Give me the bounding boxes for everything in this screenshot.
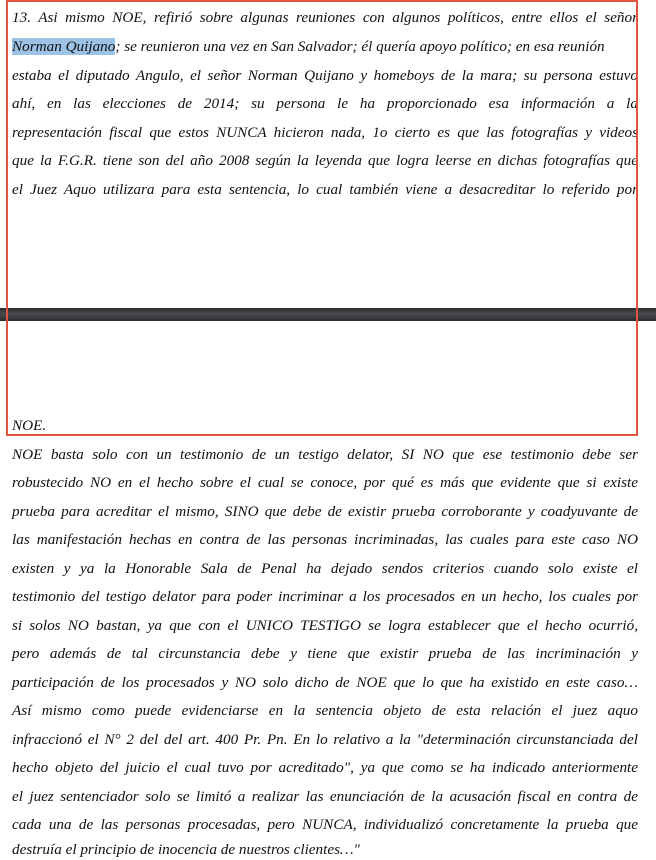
paragraph-line: si solos NO bastan, ya que con el UNICO TESTIGO se logra establecer que el hecho ocurrió, <box>12 617 638 634</box>
line-rest: ; se reunieron una vez en San Salvador; él quería apoyo político; en esa reunión <box>115 38 605 55</box>
paragraph-line: hecho objeto del juicio el cual tuvo por acreditado", ya que como se ha indicado anteriormente <box>12 759 638 776</box>
paragraph-line: destruía el principio de inocencia de nuestros clientes…" <box>12 841 360 858</box>
paragraph-line: participación de los procesados y NO solo dicho de NOE que lo que ha existido en este caso… <box>12 674 638 691</box>
paragraph-line: pero además de tal circunstancia debe y tiene que existir prueba de las incriminación y <box>12 645 638 662</box>
paragraph-line: NOE basta solo con un testimonio de un testigo delator, SI NO que ese testimonio debe ser <box>12 446 638 463</box>
paragraph-line: cada una de las personas procesadas, pero NUNCA, individualizó concretamente la prueba que <box>12 816 638 833</box>
paragraph-line: robustecido NO en el hecho sobre el cual se conoce, por qué es más que evidente que si existe <box>12 474 638 491</box>
page-separator <box>0 308 656 321</box>
paragraph-line <box>12 38 605 56</box>
paragraph-line: las manifestación hechas en contra de las personas incriminadas, las cuales para este caso NO <box>12 531 638 548</box>
paragraph-line: representación fiscal que estos NUNCA hicieron nada, 1o cierto es que las fotografías y videos <box>12 124 638 141</box>
highlighted-text[interactable]: Norman Quijano <box>12 38 116 55</box>
paragraph-line: el Juez Aquo utilizara para esta sentencia, lo cual también viene a desacreditar lo referido por <box>12 181 638 198</box>
paragraph-line: Así mismo como puede evidenciarse en la sentencia objeto de esta relación el juez aquo <box>12 702 638 719</box>
paragraph-line: infraccionó el N° 2 del del art. 400 Pr. Pn. En lo relativo a la "determinación circunstanciada del <box>12 731 638 748</box>
paragraph-line: 13. Asi mismo NOE, refirió sobre algunas reuniones con algunos políticos, entre ellos el señor <box>12 9 638 26</box>
paragraph-line: ahí, en las elecciones de 2014; su persona le ha proporcionado esa información a la <box>12 95 638 112</box>
paragraph-line: estaba el diputado Angulo, el señor Norman Quijano y homeboys de la mara; su persona estuvo <box>12 67 638 84</box>
paragraph-line: el juez sentenciador solo se limitó a realizar las enunciación de la acusación fiscal en contra de <box>12 788 638 805</box>
selection-frame <box>6 0 638 436</box>
paragraph-line: testimonio del testigo delator para poder incriminar a los procesados en un hecho, los cuales por <box>12 588 638 605</box>
paragraph-line: que la F.G.R. tiene son del año 2008 según la leyenda que logra leerse en dichas fotografías que <box>12 152 638 169</box>
paragraph-line: existen y ya la Honorable Sala de Penal ha dejado sendos criterios cuando solo existe el <box>12 560 638 577</box>
paragraph-line: NOE. <box>12 417 47 434</box>
paragraph-line: prueba para acreditar el mismo, SINO que debe de existir prueba corroborante y coadyuvante de <box>12 503 638 520</box>
